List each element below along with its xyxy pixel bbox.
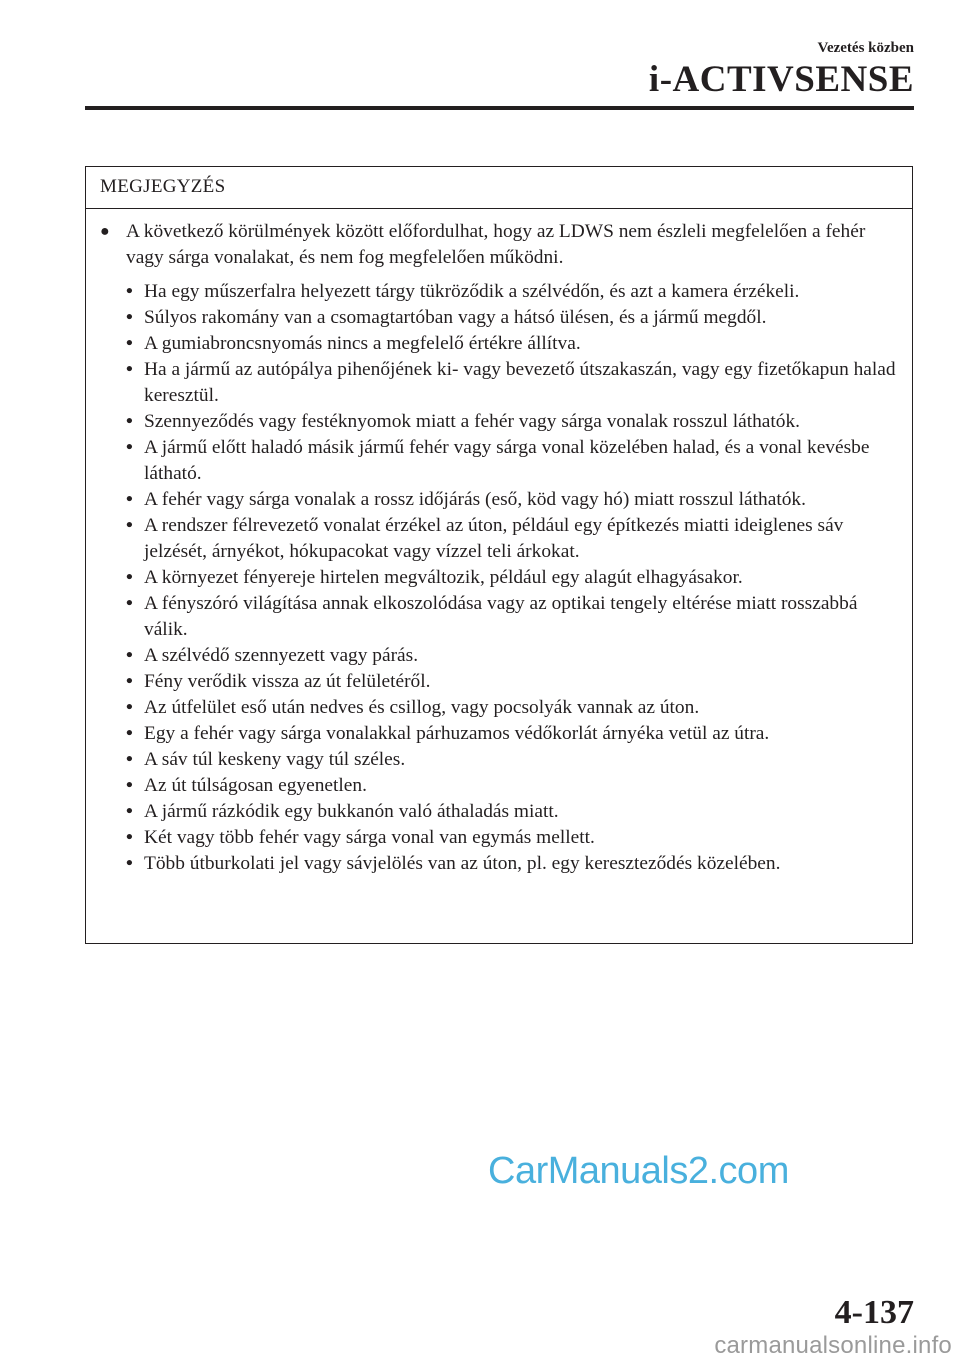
site-watermark: carmanualsonline.info <box>714 1332 952 1359</box>
bullet-icon: • <box>126 307 133 328</box>
condition-list-item <box>98 513 900 565</box>
bullet-icon: • <box>126 853 133 874</box>
bullet-icon: ● <box>100 223 110 240</box>
condition-text: A fényszóró világítása annak elkoszolódása vagy az optikai tengely eltérése miatt rosszabbá válik. <box>144 593 858 640</box>
bullet-icon: • <box>126 333 133 354</box>
bullet-icon: • <box>126 801 133 822</box>
condition-text: A gumiabroncsnyomás nincs a megfelelő értékre állítva. <box>144 333 581 354</box>
bullet-icon: • <box>126 411 133 432</box>
condition-list-item <box>98 409 900 435</box>
condition-text: A fehér vagy sárga vonalak a rossz időjárás (eső, köd vagy hó) miatt rosszul láthatók. <box>144 489 806 510</box>
condition-list-item <box>98 669 900 695</box>
condition-text: Az útfelület eső után nedves és csillog, vagy pocsolyák vannak az úton. <box>144 697 700 718</box>
condition-list-item <box>98 279 900 305</box>
condition-text: Ha egy műszerfalra helyezett tárgy tükröződik a szélvédőn, és azt a kamera érzékeli. <box>144 281 800 302</box>
condition-text: A környezet fényereje hirtelen megváltozik, például egy alagút elhagyásakor. <box>144 567 743 588</box>
note-main-item <box>98 219 900 271</box>
bullet-icon: • <box>126 359 133 380</box>
condition-list-item <box>98 357 900 409</box>
condition-list <box>98 279 900 877</box>
condition-text: A sáv túl keskeny vagy túl széles. <box>144 749 406 770</box>
condition-list-item <box>98 591 900 643</box>
condition-text: A rendszer félrevezető vonalat érzékel az úton, például egy építkezés miatti ideiglenes sáv jelzését, árnyékot, hókupacokat vagy vízzel teli árkokat. <box>144 515 844 562</box>
note-box <box>85 166 913 944</box>
note-heading: MEGJEGYZÉS <box>86 167 912 209</box>
page-number: 4-137 <box>834 1294 914 1331</box>
condition-text: Egy a fehér vagy sárga vonalakkal párhuzamos védőkorlát árnyéka vetül az útra. <box>144 723 770 744</box>
bullet-icon: • <box>126 671 133 692</box>
condition-list-item <box>98 435 900 487</box>
condition-text: Az út túlságosan egyenetlen. <box>144 775 367 796</box>
condition-list-item <box>98 851 900 877</box>
condition-text: Két vagy több fehér vagy sárga vonal van egymás mellett. <box>144 827 595 848</box>
condition-list-item <box>98 799 900 825</box>
bullet-icon: • <box>126 697 133 718</box>
condition-list-item <box>98 747 900 773</box>
condition-list-item <box>98 643 900 669</box>
condition-text: A jármű rázkódik egy bukkanón való áthaladás miatt. <box>144 801 559 822</box>
header-divider <box>85 106 914 110</box>
bullet-icon: • <box>126 645 133 666</box>
condition-list-item <box>98 825 900 851</box>
bullet-icon: • <box>126 437 133 458</box>
condition-text: Ha a jármű az autópálya pihenőjének ki- vagy bevezető útszakaszán, vagy egy fizetőkapun halad keresztül. <box>144 359 896 406</box>
condition-text: Szennyeződés vagy festéknyomok miatt a fehér vagy sárga vonalak rosszul láthatók. <box>144 411 801 432</box>
condition-text: Súlyos rakomány van a csomagtartóban vagy a hátsó ülésen, és a jármű megdől. <box>144 307 767 328</box>
bullet-icon: • <box>126 281 133 302</box>
condition-text: A jármű előtt haladó másik jármű fehér vagy sárga vonal közelében halad, és a vonal kevésbe látható. <box>144 437 870 484</box>
condition-list-item <box>98 331 900 357</box>
bullet-icon: • <box>126 489 133 510</box>
bullet-icon: • <box>126 749 133 770</box>
condition-list-item <box>98 565 900 591</box>
bullet-icon: • <box>126 827 133 848</box>
condition-list-item <box>98 773 900 799</box>
condition-list-item <box>98 487 900 513</box>
condition-text: A szélvédő szennyezett vagy párás. <box>144 645 419 666</box>
section-heading: Vezetés közben <box>817 40 914 56</box>
condition-list-item <box>98 305 900 331</box>
condition-text: Több útburkolati jel vagy sávjelölés van az úton, pl. egy kereszteződés közelében. <box>144 853 781 874</box>
bullet-icon: • <box>126 567 133 588</box>
bullet-icon: • <box>126 775 133 796</box>
watermark-logo: CarManuals2.com <box>488 1150 789 1192</box>
condition-list-item <box>98 695 900 721</box>
note-main-text: A következő körülmények között előfordulhat, hogy az LDWS nem észleli megfelelően a fehér vagy sárga vonalakat, és nem fog megfelelően működni. <box>126 221 866 268</box>
note-body <box>86 209 912 877</box>
page-title: i-ACTIVSENSE <box>648 59 914 100</box>
condition-text: Fény verődik vissza az út felületéről. <box>144 671 431 692</box>
bullet-icon: • <box>126 593 133 614</box>
bullet-icon: • <box>126 723 133 744</box>
condition-list-item <box>98 721 900 747</box>
bullet-icon: • <box>126 515 133 536</box>
